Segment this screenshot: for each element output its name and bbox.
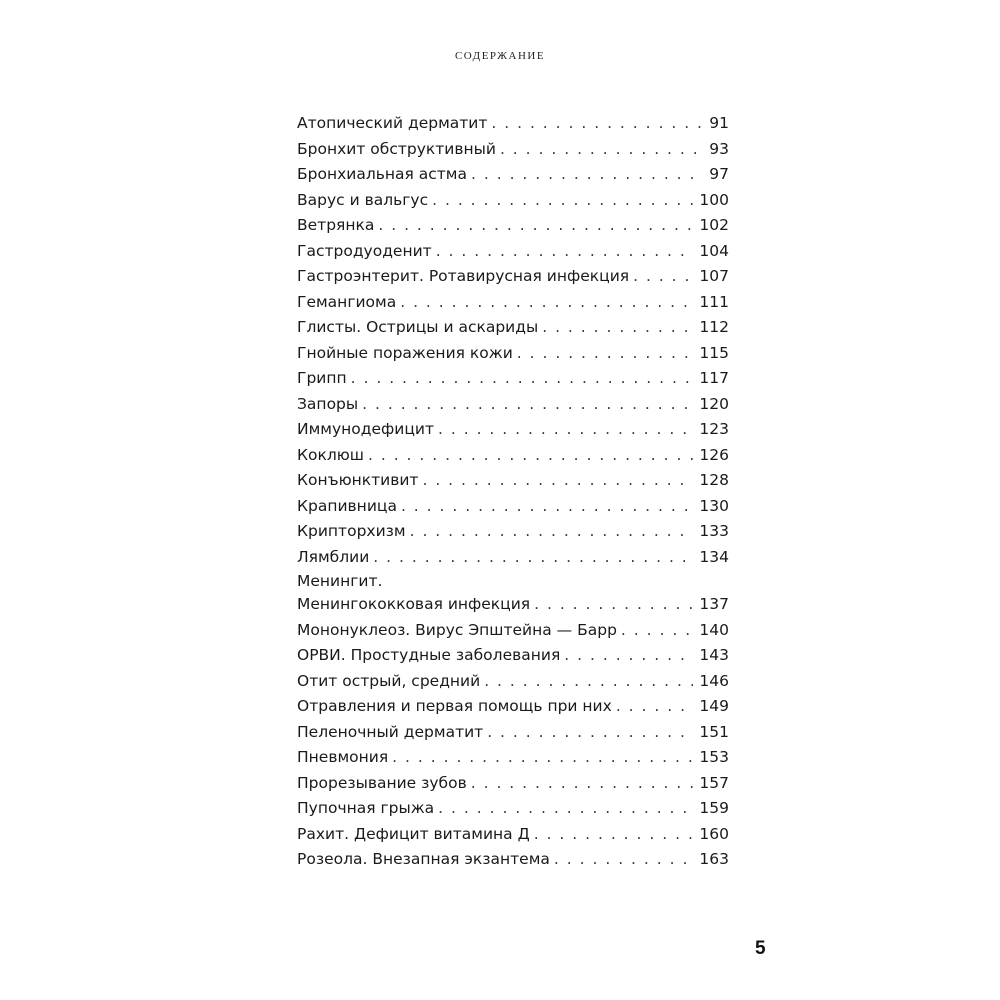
toc-entry[interactable] bbox=[297, 519, 729, 545]
toc-entry[interactable] bbox=[297, 392, 729, 418]
toc-entry-title: Ветрянка bbox=[297, 216, 375, 234]
page-number: 5 bbox=[755, 938, 766, 959]
toc-entry-title: Запоры bbox=[297, 394, 359, 413]
toc-entry[interactable] bbox=[297, 745, 729, 771]
dot-leader bbox=[432, 188, 693, 214]
table-of-contents bbox=[297, 111, 729, 873]
toc-entry-title: Пеленочный дерматит bbox=[297, 722, 484, 741]
toc-entry-page: 111 bbox=[699, 292, 729, 311]
toc-entry[interactable] bbox=[297, 494, 729, 520]
toc-entry-title: Крипторхизм bbox=[297, 522, 406, 540]
dot-leader bbox=[500, 137, 703, 163]
dot-leader bbox=[621, 618, 693, 644]
toc-entry-title: Грипп bbox=[297, 369, 347, 387]
toc-entry-page: 130 bbox=[699, 496, 729, 515]
dot-leader bbox=[351, 366, 694, 392]
toc-entry-title: Бронхит обструктивный bbox=[297, 139, 496, 158]
toc-entry-title: Рахит. Дефицит витамина Д bbox=[297, 824, 530, 843]
toc-entry-title: Отит острый, средний bbox=[297, 671, 481, 690]
toc-entry-title: Розеола. Внезапная экзантема bbox=[297, 850, 550, 868]
toc-entry[interactable] bbox=[297, 188, 729, 214]
dot-leader bbox=[564, 643, 693, 669]
toc-entry-title: Гастродуоденит bbox=[297, 241, 432, 260]
toc-entry[interactable] bbox=[297, 213, 729, 239]
toc-entry-page: 104 bbox=[699, 241, 729, 260]
dot-leader bbox=[362, 392, 693, 418]
toc-entry[interactable] bbox=[297, 417, 729, 443]
toc-entry-title: Пупочная грыжа bbox=[297, 799, 435, 817]
toc-entry-title: Гнойные поражения кожи bbox=[297, 343, 513, 362]
toc-entry-title: Бронхиальная астма bbox=[297, 165, 468, 183]
toc-entry-title: Отравления и первая помощь при них bbox=[297, 697, 612, 715]
toc-entry[interactable] bbox=[297, 694, 729, 720]
toc-entry-page: 123 bbox=[699, 420, 729, 438]
toc-entry-title: Менингококковая инфекция bbox=[297, 595, 531, 613]
toc-entry-title: Пневмония bbox=[297, 748, 389, 766]
toc-entry[interactable] bbox=[297, 669, 729, 695]
dot-leader bbox=[554, 847, 693, 873]
toc-entry-title: Прорезывание зубов bbox=[297, 773, 467, 792]
toc-entry-page: 117 bbox=[699, 369, 729, 387]
toc-entry-title: Иммунодефицит bbox=[297, 420, 435, 438]
dot-leader bbox=[378, 213, 693, 239]
dot-leader bbox=[410, 519, 694, 545]
dot-leader bbox=[368, 443, 693, 469]
toc-entry-page: 143 bbox=[699, 646, 729, 664]
toc-entry-page: 157 bbox=[699, 773, 729, 792]
toc-entry-page: 140 bbox=[699, 620, 729, 639]
toc-entry[interactable] bbox=[297, 771, 729, 797]
dot-leader bbox=[471, 162, 703, 188]
dot-leader bbox=[633, 264, 693, 290]
toc-entry[interactable] bbox=[297, 111, 729, 137]
toc-entry-title: Мононуклеоз. Вирус Эпштейна — Барр bbox=[297, 620, 617, 639]
toc-entry-page: 149 bbox=[699, 697, 729, 715]
toc-entry[interactable] bbox=[297, 796, 729, 822]
toc-entry-title: Лямблии bbox=[297, 547, 370, 566]
toc-entry-page: 100 bbox=[699, 190, 729, 209]
toc-entry-page: 163 bbox=[699, 850, 729, 868]
toc-entry-title-line1: Менингит. bbox=[297, 572, 383, 590]
toc-entry[interactable] bbox=[297, 239, 729, 265]
dot-leader bbox=[438, 417, 693, 443]
toc-entry-page: 128 bbox=[699, 471, 729, 489]
toc-entry-title: Коклюш bbox=[297, 445, 364, 464]
toc-entry[interactable] bbox=[297, 290, 729, 316]
toc-entry-page: 91 bbox=[709, 114, 729, 132]
toc-entry-title: Гастроэнтерит. Ротавирусная инфекция bbox=[297, 267, 630, 285]
toc-entry-title: Атопический дерматит bbox=[297, 114, 488, 132]
toc-entry-page: 97 bbox=[709, 165, 729, 183]
toc-entry-page: 112 bbox=[699, 318, 729, 336]
toc-entry-page: 102 bbox=[699, 216, 729, 234]
toc-entry[interactable] bbox=[297, 570, 729, 618]
dot-leader bbox=[436, 239, 694, 265]
toc-entry[interactable] bbox=[297, 618, 729, 644]
dot-leader bbox=[484, 669, 693, 695]
dot-leader bbox=[542, 315, 693, 341]
toc-entry-page: 126 bbox=[699, 445, 729, 464]
toc-entry[interactable] bbox=[297, 720, 729, 746]
toc-entry-title: Глисты. Острицы и аскариды bbox=[297, 318, 539, 336]
dot-leader bbox=[373, 545, 693, 571]
toc-entry[interactable] bbox=[297, 264, 729, 290]
dot-leader bbox=[400, 290, 693, 316]
toc-entry-page: 134 bbox=[699, 547, 729, 566]
toc-entry[interactable] bbox=[297, 341, 729, 367]
toc-entry[interactable] bbox=[297, 315, 729, 341]
running-head: СОДЕРЖАНИЕ bbox=[454, 50, 546, 62]
toc-entry-page: 160 bbox=[699, 824, 729, 843]
toc-entry-title: Конъюнктивит bbox=[297, 471, 419, 489]
dot-leader bbox=[392, 745, 693, 771]
toc-entry-page: 146 bbox=[699, 671, 729, 690]
toc-entry-page: 133 bbox=[699, 522, 729, 540]
dot-leader bbox=[438, 796, 693, 822]
toc-entry-page: 137 bbox=[699, 595, 729, 613]
dot-leader bbox=[616, 694, 694, 720]
toc-entry-page: 93 bbox=[709, 139, 729, 158]
toc-entry[interactable] bbox=[297, 468, 729, 494]
toc-entry-title: ОРВИ. Простудные заболевания bbox=[297, 646, 561, 664]
dot-leader bbox=[471, 771, 694, 797]
toc-entry-page: 159 bbox=[699, 799, 729, 817]
toc-entry[interactable] bbox=[297, 643, 729, 669]
dot-leader bbox=[401, 494, 693, 520]
dot-leader bbox=[491, 111, 703, 137]
toc-entry[interactable] bbox=[297, 443, 729, 469]
dot-leader bbox=[517, 341, 694, 367]
dot-leader bbox=[422, 468, 693, 494]
toc-entry[interactable] bbox=[297, 545, 729, 571]
toc-entry-page: 107 bbox=[699, 267, 729, 285]
toc-entry-page: 153 bbox=[699, 748, 729, 766]
dot-leader bbox=[534, 822, 694, 848]
dot-leader bbox=[534, 592, 693, 618]
toc-entry[interactable] bbox=[297, 822, 729, 848]
toc-entry-page: 115 bbox=[699, 343, 729, 362]
toc-entry-title: Варус и вальгус bbox=[297, 190, 429, 209]
toc-entry-title: Крапивница bbox=[297, 496, 397, 515]
dot-leader bbox=[487, 720, 693, 746]
toc-entry-page: 120 bbox=[699, 394, 729, 413]
toc-entry-page: 151 bbox=[699, 722, 729, 741]
toc-entry[interactable] bbox=[297, 847, 729, 873]
toc-entry-title: Гемангиома bbox=[297, 292, 397, 311]
toc-entry[interactable] bbox=[297, 162, 729, 188]
toc-entry[interactable] bbox=[297, 366, 729, 392]
toc-entry[interactable] bbox=[297, 137, 729, 163]
